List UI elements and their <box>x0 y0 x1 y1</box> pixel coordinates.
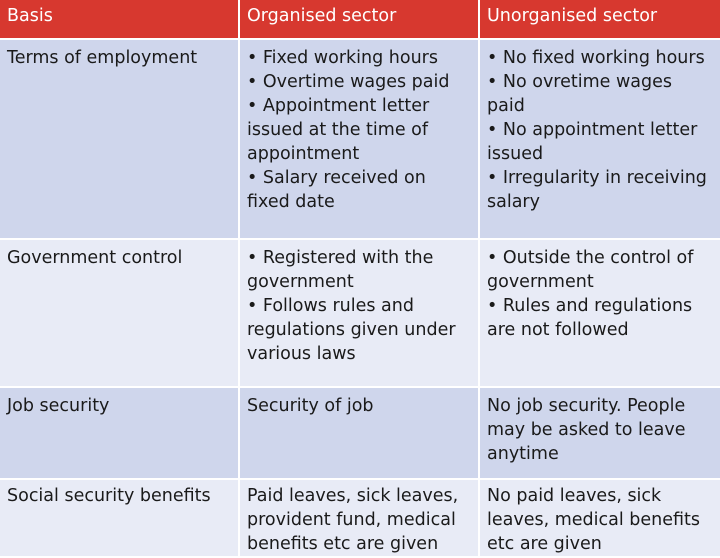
table-row-government-control <box>0 240 720 388</box>
organised-cell <box>240 240 480 388</box>
organised-point: • Fixed working hours <box>247 48 438 68</box>
unorganised-point: • No appointment letter issued <box>487 120 698 164</box>
unorganised-point: • No fixed working hours <box>487 48 705 68</box>
organised-point: • Appointment letter issued at the time of appointment <box>247 96 430 164</box>
organised-point: • Overtime wages paid <box>247 72 450 92</box>
basis-cell: Job security <box>0 388 240 480</box>
header-basis: Basis <box>0 0 240 40</box>
header-organised-sector: Organised sector <box>240 0 480 40</box>
basis-cell: Social security benefits <box>0 480 240 558</box>
unorganised-point: • Rules and regulations are not followed <box>487 296 693 340</box>
unorganised-point: • Irregularity in receiving salary <box>487 168 707 212</box>
organised-point: • Follows rules and regulations given under various laws <box>247 296 456 364</box>
header-row <box>0 0 720 40</box>
organised-cell <box>240 480 480 558</box>
organised-point: Security of job <box>247 396 374 416</box>
table-row-job-security <box>0 388 720 480</box>
organised-cell <box>240 40 480 240</box>
header-unorganised-sector: Unorganised sector <box>480 0 720 40</box>
unorganised-cell <box>480 388 720 480</box>
organised-cell <box>240 388 480 480</box>
unorganised-cell <box>480 40 720 240</box>
organised-point: • Registered with the government <box>247 248 434 292</box>
unorganised-cell <box>480 480 720 558</box>
table-row-social-security-benefits <box>0 480 720 558</box>
unorganised-point: • Outside the control of government <box>487 248 694 292</box>
organised-point: • Salary received on fixed date <box>247 168 426 212</box>
unorganised-point: No paid leaves, sick leaves, medical benefits etc are given <box>487 486 701 554</box>
organised-point: Paid leaves, sick leaves, provident fund, medical benefits etc are given <box>247 486 459 554</box>
basis-cell: Government control <box>0 240 240 388</box>
unorganised-point: No job security. People may be asked to leave anytime <box>487 396 686 464</box>
unorganised-cell <box>480 240 720 388</box>
unorganised-point: • No ovretime wages paid <box>487 72 673 116</box>
table-row-terms-of-employment <box>0 40 720 240</box>
basis-cell: Terms of employment <box>0 40 240 240</box>
